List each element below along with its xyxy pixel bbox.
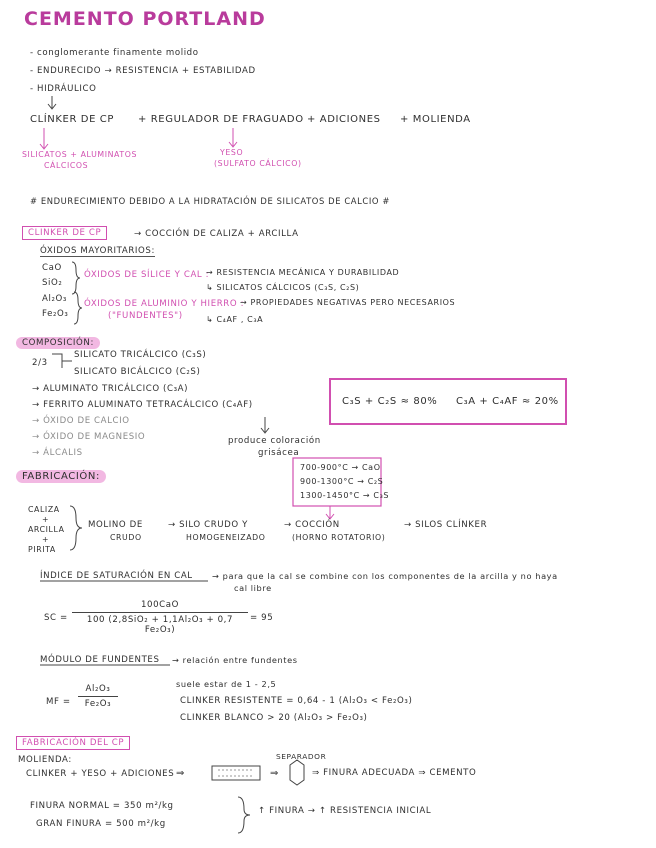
- comp-item-c2s: SILICATO BICÁLCICO (C₂S): [74, 367, 201, 377]
- resistencia-inicial-line: ↑ FINURA → ↑ RESISTENCIA INICIAL: [258, 806, 432, 816]
- intro-line-2: - ENDURECIDO → RESISTENCIA + ESTABILIDAD: [30, 66, 256, 76]
- endurecimiento-note: # ENDURECIMIENTO DEBIDO A LA HIDRATACIÓN DE SILICATOS DE CALCIO #: [30, 196, 390, 206]
- comp-item-c3s: SILICATO TRICÁLCICO (C₃S): [74, 350, 207, 360]
- oxidos-title: ÓXIDOS MAYORITARIOS:: [40, 246, 155, 256]
- arrow-to-separator: ⇒: [270, 768, 279, 779]
- comp-item-alcalis: → ÁLCALIS: [32, 448, 83, 458]
- mf-numerator: Al₂O₃: [78, 684, 118, 697]
- saturacion-desc-1: → para que la cal se combine con los componentes de la arcilla y no haya: [212, 571, 558, 581]
- sio2-formula: SiO₂: [42, 278, 63, 288]
- input-arcilla: ARCILLA: [28, 525, 65, 534]
- box-aluminates-percent: C₃A + C₄AF ≈ 20%: [456, 396, 559, 407]
- saturacion-heading: ÍNDICE DE SATURACIÓN EN CAL: [40, 571, 193, 581]
- mf-lhs: MF =: [46, 697, 71, 707]
- arrow-to-mill: ⇒: [176, 768, 185, 779]
- gran-finura: GRAN FINURA = 500 m²/kg: [36, 819, 166, 829]
- silo-crudo-label-2: HOMOGENEIZADO: [186, 533, 266, 542]
- mf-note-2: CLINKER RESISTENTE = 0,64 - 1 (Al₂O₃ < Fe₂O₃): [180, 696, 413, 706]
- temp-line-2: 900-1300°C → C₂S: [300, 477, 384, 486]
- silos-clinker-label: → SILOS CLÍNKER: [404, 520, 488, 530]
- comp-item-c3a: → ALUMINATO TRICÁLCICO (C₃A): [32, 384, 189, 394]
- fabricacion-heading: FABRICACIÓN:: [16, 470, 106, 483]
- comp-item-oxido-magnesio: → ÓXIDO DE MAGNESIO: [32, 432, 146, 442]
- input-plus-2: +: [42, 535, 50, 544]
- yeso-note-2: (SULFATO CÁLCICO): [214, 159, 302, 168]
- adiciones-label: + ADICIONES: [307, 114, 381, 125]
- fundentes-desc: → relación entre fundentes: [172, 655, 298, 665]
- coccion-label-1: → COCCIÓN: [284, 520, 340, 530]
- alumino-hierro-label: ÓXIDOS DE ALUMINIO Y HIERRO :: [84, 299, 245, 309]
- box-silicates-percent: C₃S + C₂S ≈ 80%: [342, 396, 438, 407]
- composicion-heading: COMPOSICIÓN:: [16, 337, 100, 349]
- sc-numerator: 100CaO: [72, 600, 248, 613]
- alumino-result-1: → PROPIEDADES NEGATIVAS PERO NECESARIOS: [240, 298, 456, 307]
- produce-coloracion-2: grisácea: [258, 448, 300, 458]
- two-thirds-fraction: 2/3: [32, 358, 48, 368]
- cao-formula: CaO: [42, 263, 62, 273]
- produce-coloracion-1: produce coloración: [228, 436, 321, 446]
- temp-line-1: 700-900°C → CaO: [300, 463, 381, 472]
- clinker-section-heading: CLINKER DE CP: [22, 226, 107, 240]
- sc-denominator: 100 (2,8SiO₂ + 1,1Al₂O₃ + 0,7 Fe₂O₃): [86, 615, 234, 635]
- separador-label: SEPARADOR: [276, 752, 327, 761]
- finura-normal: FINURA NORMAL = 350 m²/kg: [30, 801, 174, 811]
- comp-item-c4af: → FERRITO ALUMINATO TETRACÁLCICO (C₄AF): [32, 400, 253, 410]
- coccion-caliza-text: → COCCIÓN DE CALIZA + ARCILLA: [134, 229, 299, 239]
- fab-cp-heading: FABRICACIÓN DEL CP: [16, 736, 130, 750]
- al2o3-formula: Al₂O₃: [42, 294, 67, 304]
- comp-item-oxido-calcio: → ÓXIDO DE CALCIO: [32, 416, 130, 426]
- clinker-cp-label: CLÍNKER DE CP: [30, 114, 114, 125]
- sc-fraction: [72, 600, 248, 635]
- silo-crudo-label-1: → SILO CRUDO Y: [168, 520, 248, 530]
- alumino-result-2: ↳ C₄AF , C₃A: [206, 315, 264, 324]
- sc-lhs: SC =: [44, 613, 68, 623]
- coccion-label-2: (HORNO ROTATORIO): [292, 533, 386, 542]
- yeso-note-1: YESO: [220, 148, 244, 157]
- regulador-label: + REGULADOR DE FRAGUADO: [138, 114, 304, 125]
- sc-result: = 95: [250, 613, 274, 623]
- silice-cal-label: ÓXIDOS DE SÍLICE Y CAL :: [84, 270, 210, 280]
- silicatos-note-1: SILICATOS + ALUMINATOS: [22, 150, 138, 159]
- silice-result-2: ↳ SILICATOS CÁLCICOS (C₃S, C₂S): [206, 283, 360, 292]
- temp-line-3: 1300-1450°C → C₃S: [300, 491, 390, 500]
- fe2o3-formula: Fe₂O₃: [42, 309, 69, 319]
- fundentes-heading: MÓDULO DE FUNDENTES: [40, 655, 160, 665]
- mf-denominator: Fe₂O₃: [84, 699, 112, 709]
- input-plus-1: +: [42, 515, 50, 524]
- silice-result-1: → RESISTENCIA MECÁNICA Y DURABILIDAD: [206, 268, 400, 277]
- mf-note-3: CLINKER BLANCO > 20 (Al₂O₃ > Fe₂O₃): [180, 713, 368, 723]
- molienda-line: CLINKER + YESO + ADICIONES: [26, 769, 175, 779]
- intro-line-1: - conglomerante finamente molido: [30, 48, 199, 58]
- saturacion-desc-2: cal libre: [234, 583, 272, 593]
- silicatos-note-2: CÁLCICOS: [44, 161, 89, 170]
- mf-note-1: suele estar de 1 - 2,5: [176, 679, 277, 689]
- molienda-label: + MOLIENDA: [400, 114, 471, 125]
- input-caliza: CALIZA: [28, 505, 60, 514]
- page-title: CEMENTO PORTLAND: [24, 8, 266, 30]
- molino-label-2: CRUDO: [110, 533, 142, 542]
- input-pirita: PIRITA: [28, 545, 56, 554]
- finura-adecuada-line: ⇒ FINURA ADECUADA ⇒ CEMENTO: [312, 768, 477, 778]
- intro-line-3: - HIDRÁULICO: [30, 84, 97, 94]
- mf-fraction: [78, 684, 118, 709]
- molino-label-1: MOLINO DE: [88, 520, 143, 530]
- fundentes-label: ("FUNDENTES"): [108, 311, 183, 321]
- molienda-subtitle: MOLIENDA:: [18, 755, 72, 765]
